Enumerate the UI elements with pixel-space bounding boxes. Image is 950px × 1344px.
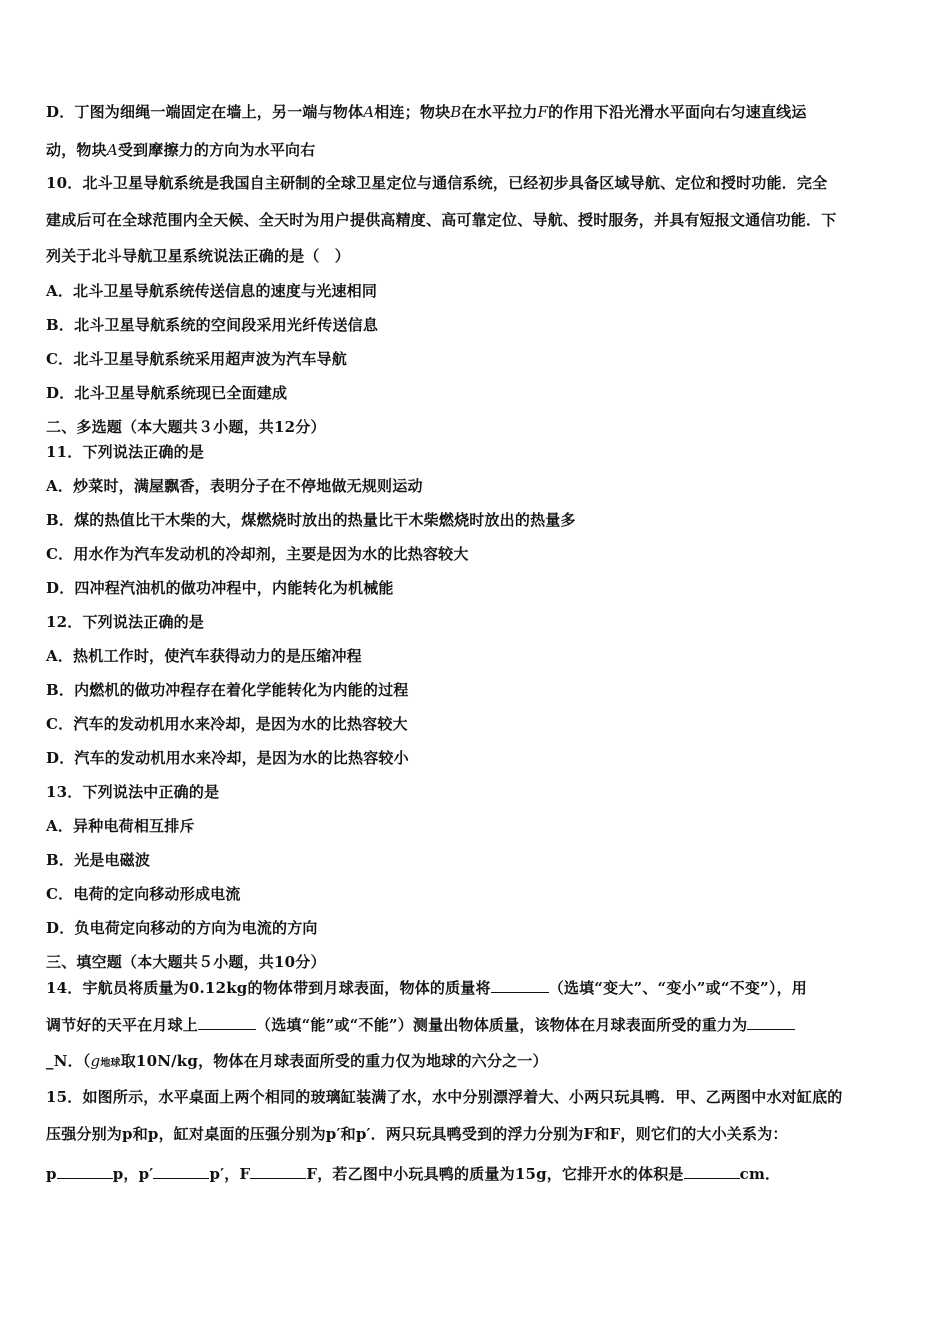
text: p: [112, 1165, 124, 1183]
q10-stem-line-3: 列关于北斗导航卫星系统说法正确的是（ ）: [46, 247, 351, 265]
option-D-line-1: [46, 102, 906, 122]
q12-option-B: B．内燃机的做功冲程存在着化学能转化为内能的过程: [46, 681, 409, 699]
q13-option-B: B．光是电磁波: [46, 851, 151, 869]
q15-line-1: 15．如图所示，水平桌面上两个相同的玻璃缸装满了水，水中分别漂浮着大、小两只玩具鸭．甲、乙两图中水对缸底的: [46, 1088, 843, 1106]
var-g: g: [90, 1052, 101, 1070]
text: 取10N/kg，物体在月球表面所受的重力仅为地球的六分之一）: [120, 1052, 548, 1070]
text: 调节好的天平在月球上: [46, 1016, 199, 1034]
text: 相连；物块: [374, 103, 451, 121]
q13-option-A: A．异种电荷相互排斥: [46, 817, 195, 835]
text: ，p: [123, 1165, 150, 1183]
q10-stem-line-2: 建成后可在全球范围内全天候、全天时为用户提供高精度、高可靠定位、导航、授时服务，并具有短报文通信功能．下: [46, 211, 837, 229]
text: 压强分别为p: [46, 1125, 133, 1143]
text: ，缸对桌面的压强分别为p: [158, 1125, 337, 1143]
var-F: F: [537, 103, 549, 121]
text: 动，物块: [46, 141, 107, 159]
var-A: A: [106, 141, 118, 159]
q15-line-3: [46, 1161, 906, 1191]
q15-line-2: [46, 1124, 906, 1151]
var-B: B: [450, 103, 462, 121]
text: p: [209, 1165, 221, 1183]
q12-stem: 12．下列说法正确的是: [46, 613, 205, 631]
q10-option-C: C．北斗卫星导航系统采用超声波为汽车导航: [46, 350, 347, 368]
text: （选填“变大”、“变小”或“不变”），用: [548, 979, 807, 997]
q11-option-C: C．用水作为汽车发动机的冷却剂，主要是因为水的比热容较大: [46, 545, 469, 563]
q14-line-3: [46, 1051, 906, 1074]
text: 的作用下沿光滑水平面向右匀速直线运: [548, 103, 807, 121]
q11-stem: 11．下列说法正确的是: [46, 443, 205, 461]
answer-blank[interactable]: [250, 1164, 306, 1179]
text: p: [46, 1165, 57, 1183]
text: F: [306, 1165, 318, 1183]
q10-option-A: A．北斗卫星导航系统传送信息的速度与光速相同: [46, 282, 378, 300]
answer-blank[interactable]: [153, 1164, 209, 1179]
option-D-line-2: [46, 140, 906, 160]
q14-line-1: [46, 978, 906, 998]
text: 14．宇航员将质量为0.12kg的物体带到月球表面，物体的质量将: [46, 979, 491, 997]
text: ′和p: [336, 1125, 367, 1143]
text: cm: [739, 1165, 766, 1183]
section-2-heading: 二、多选题（本大题共３小题，共12分）: [46, 418, 326, 436]
text: （选填“能”或“不能”）测量出物体质量，该物体在月球表面所受的重力为: [256, 1016, 748, 1034]
answer-blank[interactable]: [684, 1164, 740, 1179]
text: ′: [149, 1165, 154, 1183]
answer-blank[interactable]: [198, 1015, 256, 1030]
answer-blank[interactable]: [491, 978, 549, 993]
text: D．丁图为细绳一端固定在墙上，另一端与物体: [46, 103, 364, 121]
text: ，则它们的大小关系为：: [620, 1125, 788, 1143]
text: _N．（: [46, 1052, 91, 1070]
answer-blank[interactable]: [57, 1164, 113, 1179]
q13-stem: 13．下列说法中正确的是: [46, 783, 220, 801]
q11-option-B: B．煤的热值比干木柴的大，煤燃烧时放出的热量比干木柴燃烧时放出的热量多: [46, 511, 576, 529]
text: 和F: [594, 1125, 621, 1143]
q11-option-A: A．炒菜时，满屋飘香，表明分子在不停地做无规则运动: [46, 477, 423, 495]
q10-option-B: B．北斗卫星导航系统的空间段采用光纤传送信息: [46, 316, 379, 334]
q13-option-C: C．电荷的定向移动形成电流: [46, 885, 241, 903]
q12-option-D: D．汽车的发动机用水来冷却，是因为水的比热容较小: [46, 749, 409, 767]
text: 在水平拉力: [461, 103, 538, 121]
text: 和p: [132, 1125, 159, 1143]
q14-line-2: [46, 1015, 906, 1035]
text: 受到摩擦力的方向为水平向右: [117, 141, 316, 159]
q12-option-A: A．热机工作时，使汽车获得动力的是压缩冲程: [46, 647, 362, 665]
q12-option-C: C．汽车的发动机用水来冷却，是因为水的比热容较大: [46, 715, 408, 733]
q10-option-D: D．北斗卫星导航系统现已全面建成: [46, 384, 288, 402]
answer-blank[interactable]: [747, 1015, 795, 1030]
text: ．: [765, 1165, 781, 1183]
section-3-heading: 三、填空题（本大题共５小题，共10分）: [46, 953, 326, 971]
subscript: 地球: [100, 1058, 121, 1069]
var-A: A: [363, 103, 375, 121]
q10-stem-line-1: 10．北斗卫星导航系统是我国自主研制的全球卫星定位与通信系统，已经初步具备区域导航、定位和授时功能．完全: [46, 174, 828, 192]
text: ，若乙图中小玩具鸭的质量为15g，它排开水的体积是: [317, 1165, 684, 1183]
q11-option-D: D．四冲程汽油机的做功冲程中，内能转化为机械能: [46, 579, 394, 597]
text: ′．两只玩具鸭受到的浮力分别为F: [366, 1125, 595, 1143]
q13-option-D: D．负电荷定向移动的方向为电流的方向: [46, 919, 318, 937]
text: ′，F: [220, 1165, 251, 1183]
